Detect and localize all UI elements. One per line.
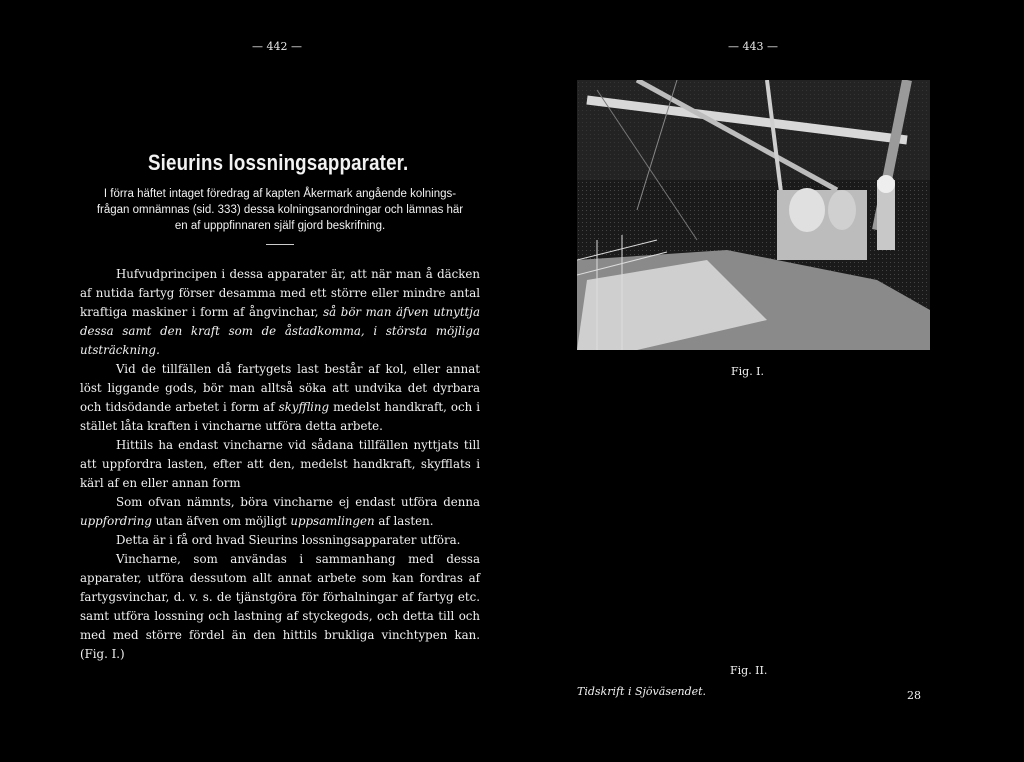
signature-number: 28 — [907, 689, 921, 702]
intro-line: en af upppfinnaren själf gjord beskrifning. — [174, 220, 386, 232]
separator-rule — [266, 244, 294, 245]
article-body — [80, 265, 480, 664]
paragraph: Vid de tillfällen då fartygets last består af kol, eller annat löst liggande gods, bör man alltså söka att undvika det dyrbara och tidsödande arbetet i form af skyffling medelst handkraft, och i stället låta kraften i vincharne utföra detta arbete. — [80, 362, 480, 433]
page-number-left: — 442 — — [252, 40, 302, 53]
journal-footer: Tidskrift i Sjöväsendet. — [577, 685, 707, 698]
paragraph: Hittils ha endast vincharne vid sådana tillfällen nyttjats till att uppfordra lasten, efter att den, medelst handkraft, skyfflats i kärl af en eller annan form — [80, 438, 480, 490]
page-number-right: — 443 — — [728, 40, 778, 53]
figure-2-caption: Fig. II. — [730, 664, 768, 677]
ship-deck-illustration — [577, 80, 930, 350]
paragraph: Detta är i få ord hvad Sieurins lossningsapparater utföra. — [116, 533, 461, 547]
paragraph: Vincharne, som användas i sammanhang med dessa apparater, utföra dessutom allt annat arbete som kan fordras af fartygsvinchar, d. v. s. de tjänstgöra för förhalningar af fartyg etc. samt utföra lossning och lastning af styckegods, och detta till och med med större fördel än den hittils brukliga vinchtypen kan. (Fig. I.) — [80, 552, 480, 661]
left-page — [80, 150, 480, 664]
intro-note — [80, 186, 480, 234]
article-title: Sieurins lossningsapparater. — [148, 150, 409, 175]
intro-line: frågan omnämnas (sid. 333) dessa kolningsanordningar och lämnas här — [96, 204, 464, 216]
figure-1-caption: Fig. I. — [731, 365, 765, 378]
intro-line: I förra häftet intaget föredrag af kapten Åkermark angående kolnings- — [103, 188, 457, 200]
ship-deck-photo — [577, 80, 930, 350]
paragraph: Som ofvan nämnts, böra vincharne ej endast utföra denna uppfordring utan äfven om möjligt uppsamlingen af lasten. — [80, 495, 480, 528]
paragraph: Hufvudprincipen i dessa apparater är, att när man å däcken af nutida fartyg förser desamma med ett större eller mindre antal kraftiga maskiner i form af ångvinchar, så bör man äfven utnyttja dessa samt den kraft som de åstadkomma, i största möjliga utsträckning. — [80, 267, 480, 357]
